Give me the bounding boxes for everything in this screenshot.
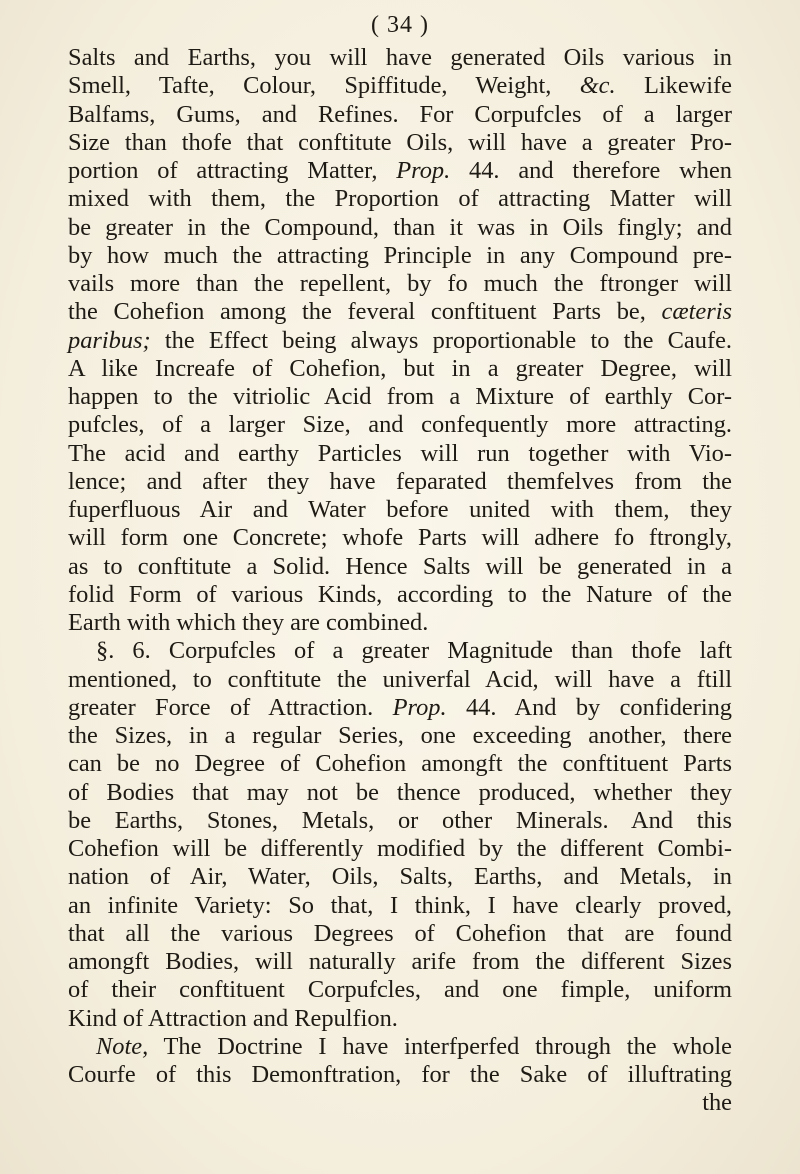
text-line: mixed with them, the Proportion of attracting Matter will (68, 185, 732, 213)
text-line: Cohefion will be differently modified by the different Combi- (68, 835, 732, 862)
text-line: The acid and earthy Particles will run together with Vio- (68, 439, 732, 467)
page-number: ( 34 ) (371, 12, 429, 38)
text-line: amongft Bodies, will naturally arife from the different Sizes (68, 948, 732, 975)
text-line: can be no Degree of Cohefion amongft the conftituent Parts (68, 750, 732, 778)
text-line: vails more than the repellent, by fo much the ftronger will (68, 270, 732, 297)
text-line: lence; and after they have feparated themfelves from the (68, 467, 732, 495)
text-line: Smell, Tafte, Colour, Spiffitude, Weight, &c. Likewife (68, 72, 732, 100)
section-start-line: §. 6. Corpufcles of a greater Magnitude than thofe laft (96, 637, 732, 665)
text-line: Earth with which they are combined. (68, 609, 429, 636)
text-line: as to conftitute a Solid. Hence Salts will be generated in a (68, 552, 732, 580)
text-line: be Earths, Stones, Metals, or other Minerals. And this (68, 806, 732, 834)
text-line: paribus; the Effect being always proportionable to the Caufe. (68, 326, 732, 354)
text-line: be greater in the Compound, than it was in Oils fingly; and (68, 213, 732, 241)
text-line: by how much the attracting Principle in any Compound pre- (68, 241, 732, 269)
text-line: Kind of Attraction and Repulfion. (68, 1004, 398, 1032)
body-text (68, 44, 732, 1118)
text-line: nation of Air, Water, Oils, Salts, Earths, and Metals, in (68, 863, 732, 891)
text-line: Courfe of this Demonftration, for the Sake of illuftrating (68, 1061, 732, 1088)
text-line: Size than thofe that conftitute Oils, will have a greater Pro- (68, 128, 732, 156)
text-line: that all the various Degrees of Cohefion that are found (68, 919, 732, 947)
text-line: A like Increafe of Cohefion, but in a greater Degree, will (68, 354, 732, 382)
text-line: Balfams, Gums, and Refines. For Corpufcles of a larger (68, 100, 732, 128)
catchword: the (702, 1089, 732, 1117)
text-line: the Sizes, in a regular Series, one exceeding another, there (68, 722, 732, 749)
text-line: greater Force of Attraction. Prop. 44. And by confidering (68, 693, 733, 721)
text-line: fuperfluous Air and Water before united with them, they (68, 496, 732, 523)
text-line: the Cohefion among the feveral conftituent Parts be, cæteris (68, 298, 732, 326)
text-line: an infinite Variety: So that, I think, I have clearly proved, (68, 891, 732, 919)
text-line: pufcles, of a larger Size, and confequently more attracting. (68, 411, 732, 439)
text-line: will form one Concrete; whofe Parts will adhere fo ftrongly, (68, 524, 732, 552)
text-line: happen to the vitriolic Acid from a Mixture of earthly Cor- (68, 383, 732, 410)
note-start-line: Note, The Doctrine I have interfperfed through the whole (96, 1032, 732, 1060)
text-line: folid Form of various Kinds, according to the Nature of the (68, 580, 732, 608)
text-line: portion of attracting Matter, Prop. 44. and therefore when (68, 157, 732, 184)
text-line: mentioned, to conftitute the univerfal Acid, will have a ftill (68, 665, 732, 693)
text-line: of Bodies that may not be thence produced, whether they (68, 778, 732, 806)
text-line: Salts and Earths, you will have generated Oils various in (68, 44, 732, 71)
text-line: of their conftituent Corpufcles, and one fimple, uniform (68, 976, 732, 1004)
